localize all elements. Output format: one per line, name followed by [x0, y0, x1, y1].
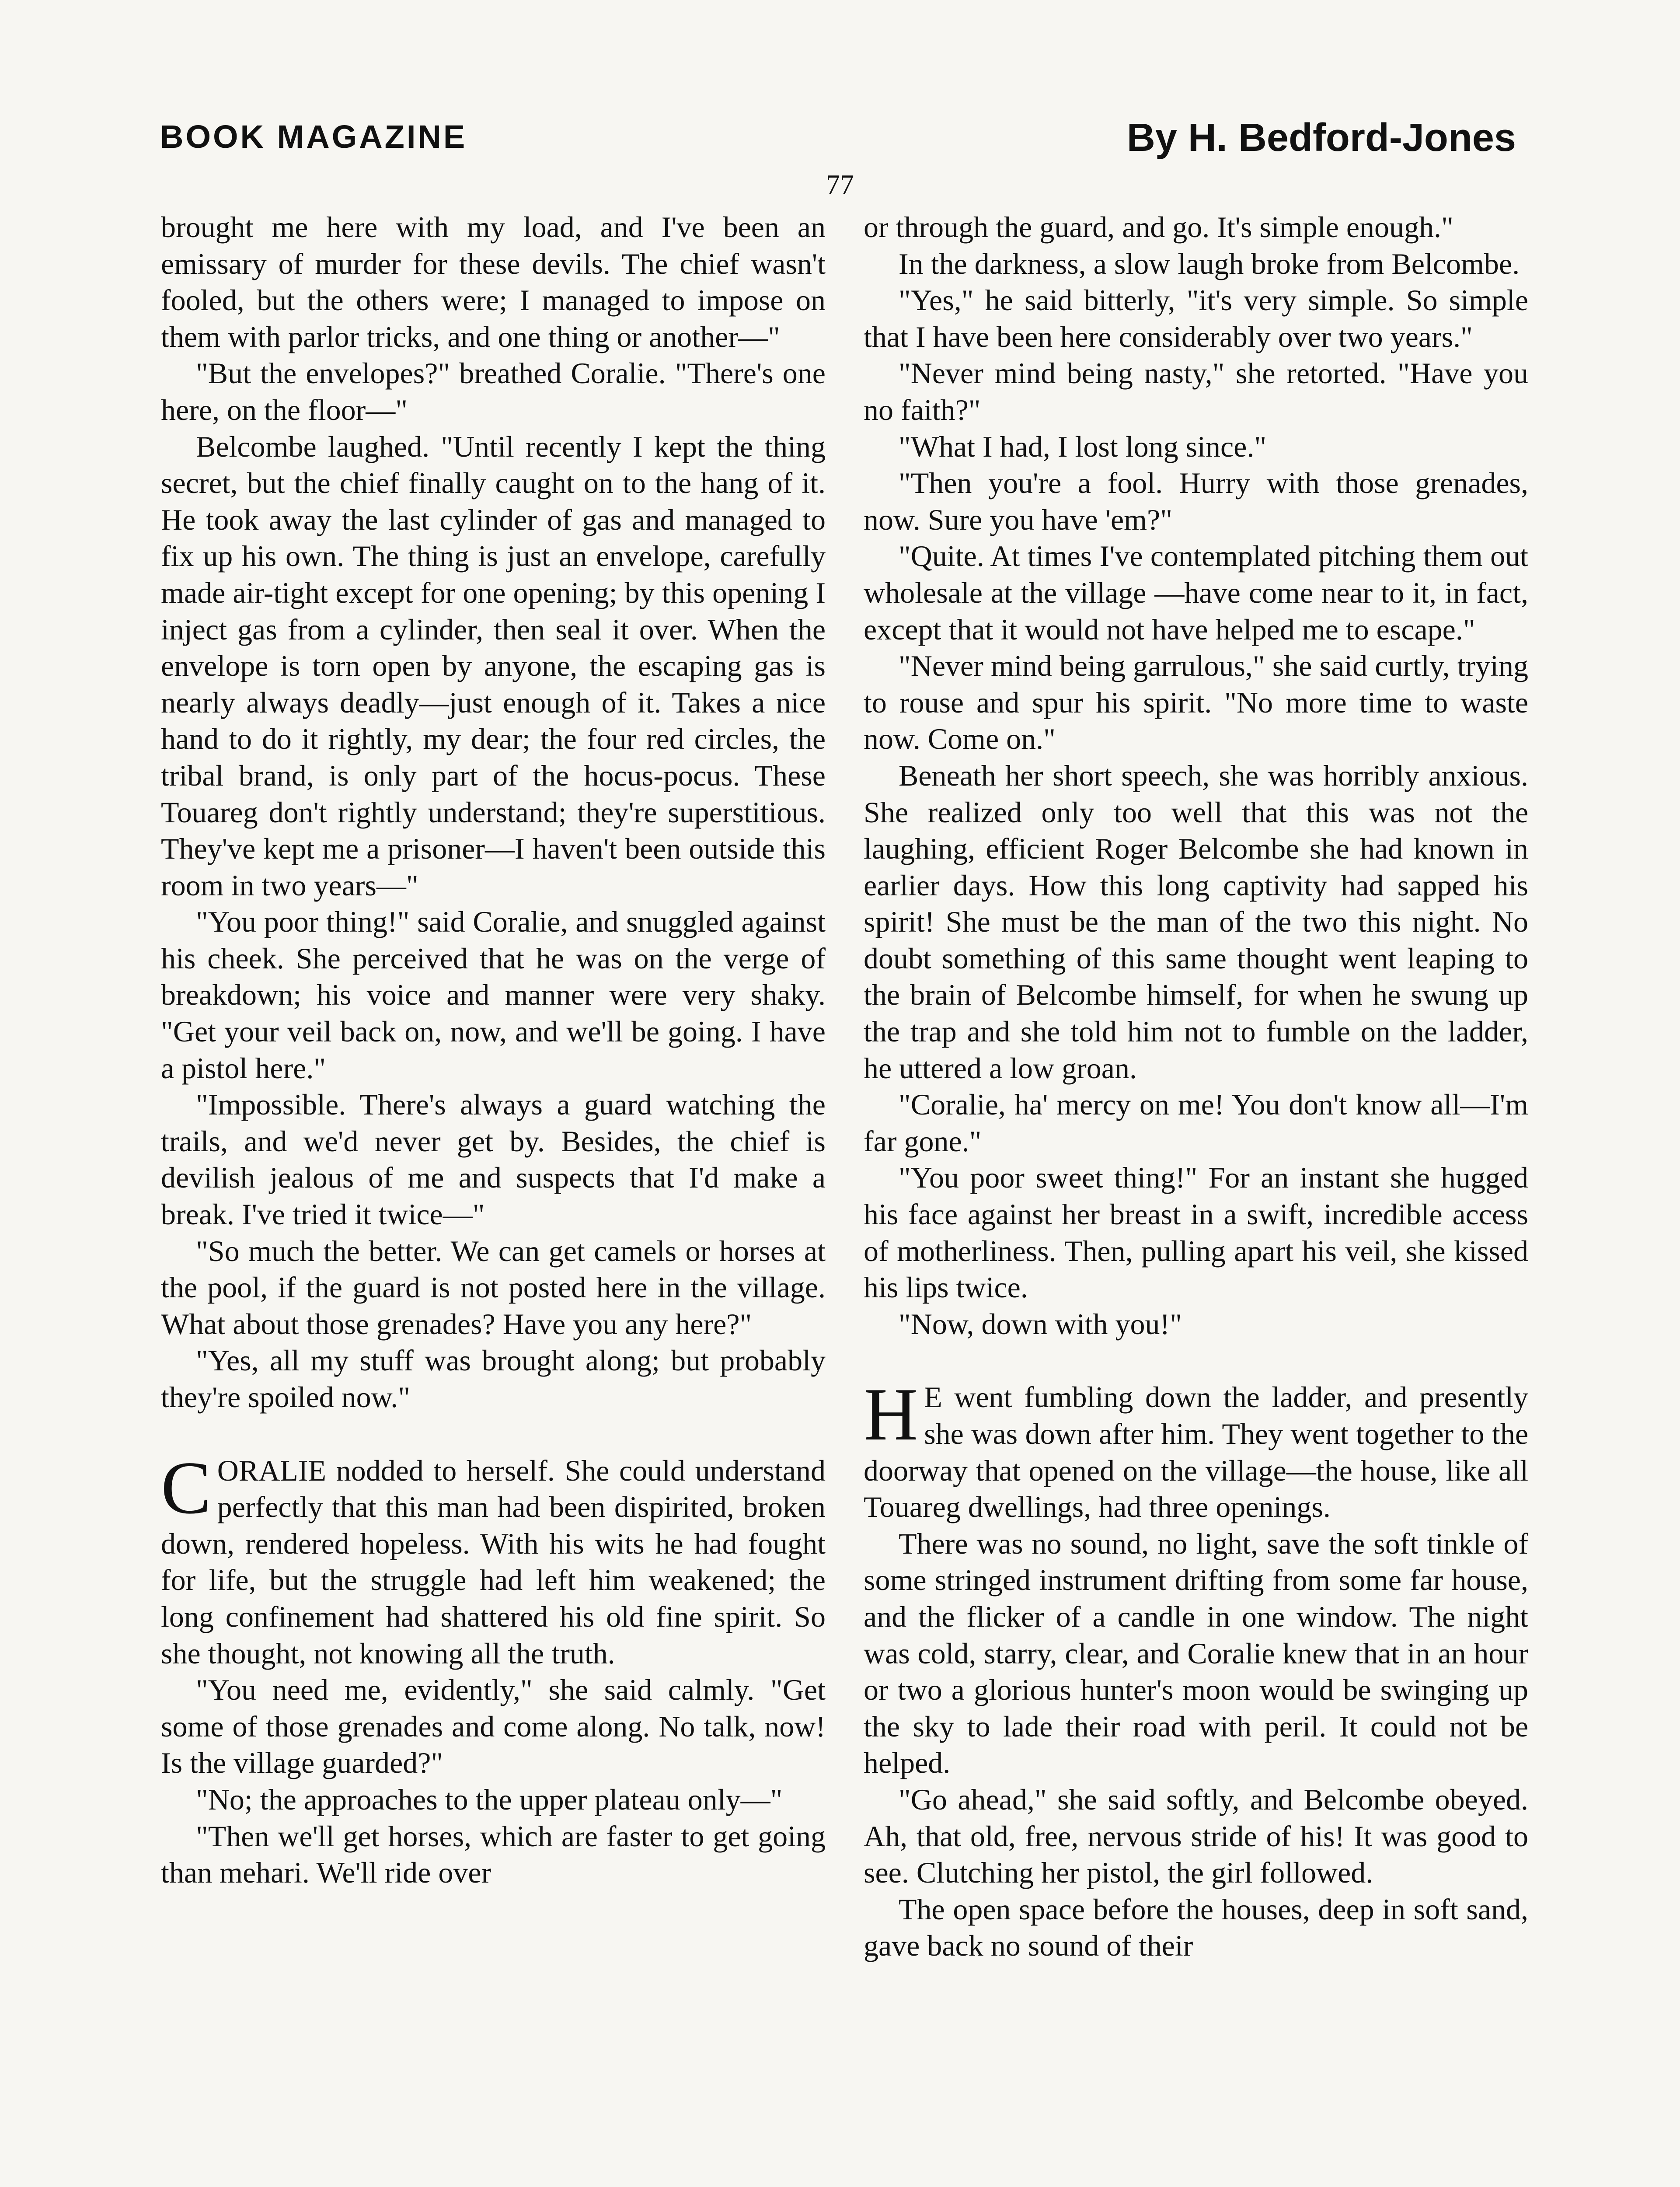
paragraph: "But the envelopes?" breathed Coralie. "There's one here, on the floor—" [161, 356, 826, 426]
page-number: 77 [826, 169, 854, 200]
paragraph: "Then we'll get horses, which are faster to get going than mehari. We'll ride over [161, 1819, 826, 1890]
paragraph: or through the guard, and go. It's simple enough." [864, 210, 1453, 244]
paragraph: "Never mind being nasty," she retorted. "Have you no faith?" [864, 356, 1528, 426]
paragraph: "Never mind being garrulous," she said curtly, trying to rouse and spur his spirit. "No more time to waste now. Come on." [864, 649, 1528, 756]
paragraph: "You need me, evidently," she said calmly. "Get some of those grenades and come along. No talk, now! Is the village guarded?" [161, 1673, 826, 1780]
paragraph: There was no sound, no light, save the soft tinkle of some stringed instrument drifting from some far house, and the flicker of a candle in one window. The night was cold, starry, clear, and Coralie knew that in an hour or two a glorious hunter's moon would be swinging up the sky to lade their road with peril. It could not be helped. [864, 1527, 1528, 1780]
paragraph-text: ORALIE nodded to herself. She could understand perfectly that this man had been dispirited, broken down, rendered hopeless. With his wits he had fought for life, but the struggle had left him weakened; the long confinement had shattered his old fine spirit. So she thought, not knowing all the truth. [161, 1453, 826, 1670]
paragraph: The open space before the houses, deep in soft sand, gave back no sound of their [864, 1892, 1528, 1963]
paragraph: "Now, down with you!" [899, 1307, 1182, 1341]
paragraph: In the darkness, a slow laugh broke from Belcombe. [899, 247, 1520, 280]
section-paragraph [161, 1446, 826, 1672]
right-column [864, 209, 1528, 1964]
paragraph: "Then you're a fool. Hurry with those grenades, now. Sure you have 'em?" [864, 466, 1528, 536]
paragraph: Beneath her short speech, she was horribly anxious. She realized only too well that this was not the laughing, efficient Roger Belcombe she had known in earlier days. How this long captivity had sapped his spirit! She must be the man of the two this night. No doubt something of this same thought went leaping to the brain of Belcombe himself, for when he swung up the trap and she told him not to fumble on the ladder, he uttered a low groan. [864, 758, 1528, 1085]
paragraph: "You poor thing!" said Coralie, and snuggled against his cheek. She perceived that he was on the verge of breakdown; his voice and manner were very shaky. "Get your veil back on, now, and we'll be going. I have a pistol here." [161, 905, 826, 1085]
paragraph: "Impossible. There's always a guard watching the trails, and we'd never get by. Besides, the chief is devilish jealous of me and suspects that I'd make a break. I've tried it twice—" [161, 1088, 826, 1231]
page-header [160, 118, 1516, 171]
paragraph: "What I had, I lost long since." [899, 430, 1267, 463]
paragraph: "Yes, all my stuff was brought along; but probably they're spoiled now." [161, 1344, 826, 1414]
drop-cap: C [161, 1446, 211, 1530]
paragraph: "Coralie, ha' mercy on me! You don't know all—I'm far gone." [864, 1088, 1528, 1158]
paragraph: "Go ahead," she said softly, and Belcombe obeyed. Ah, that old, free, nervous stride of his! It was good to see. Clutching her pistol, the girl followed. [864, 1782, 1528, 1890]
section-paragraph [864, 1373, 1528, 1525]
paragraph: "So much the better. We can get camels or horses at the pool, if the guard is not posted here in the village. What about those grenades? Have you any here?" [161, 1234, 826, 1341]
drop-cap: H [864, 1373, 918, 1457]
paragraph-text: E went fumbling down the ladder, and presently she was down after him. They went together to the doorway that opened on the village—the house, like all Touareg dwellings, had three openings. [864, 1380, 1528, 1524]
magazine-title: BOOK MAGAZINE [160, 119, 467, 155]
paragraph: brought me here with my load, and I've been an emissary of murder for these devils. The chief wasn't fooled, but the others were; I managed to impose on them with parlor tricks, and one thing or another—" [161, 210, 826, 353]
left-column [161, 209, 826, 1891]
paragraph: "Yes," he said bitterly, "it's very simple. So simple that I have been here considerably over two years." [864, 283, 1528, 353]
paragraph: "No; the approaches to the upper plateau only—" [196, 1782, 783, 1816]
author-byline: By H. Bedford-Jones [1126, 116, 1516, 160]
paragraph: Belcombe laughed. "Until recently I kept the thing secret, but the chief finally caught on to the hang of it. He took away the last cylinder of gas and managed to fix up his own. The thing is just an envelope, carefully made air-tight except for one opening; by this opening I inject gas from a cylinder, then seal it over. When the envelope is torn open by anyone, the escaping gas is nearly always deadly—just enough of it. Takes a nice hand to do it rightly, my dear; the four red circles, the tribal brand, is only part of the hocus-pocus. These Touareg don't rightly understand; they're superstitious. They've kept me a prisoner—I haven't been outside this room in two years—" [161, 430, 826, 902]
paragraph: "Quite. At times I've contemplated pitching them out wholesale at the village —have come near to it, in fact, except that it would not have helped me to escape." [864, 539, 1528, 646]
paragraph: "You poor sweet thing!" For an instant she hugged his face against her breast in a swift, incredible access of motherliness. Then, pulling apart his veil, she kissed his lips twice. [864, 1161, 1528, 1304]
